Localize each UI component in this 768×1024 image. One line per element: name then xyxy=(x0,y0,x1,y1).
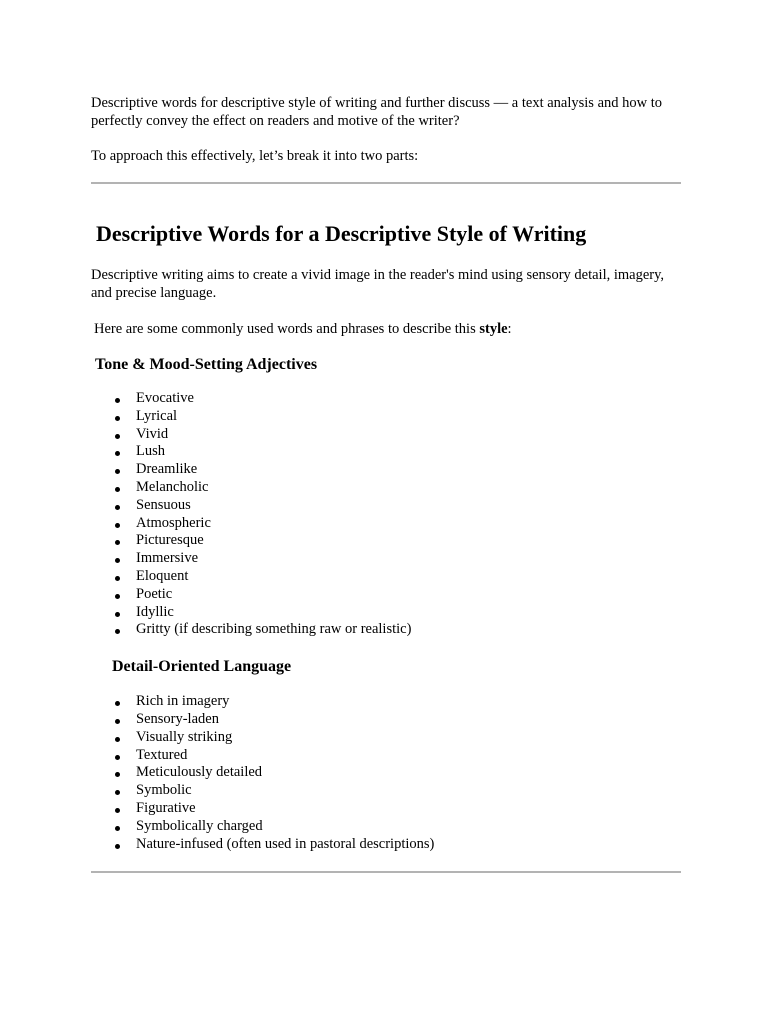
tone-list xyxy=(91,390,681,639)
list-item: Nature-infused (often used in pastoral descriptions) xyxy=(91,836,681,854)
list-item: Dreamlike xyxy=(91,461,681,479)
list-item: Symbolic xyxy=(91,782,681,800)
divider-top xyxy=(91,182,681,184)
detail-heading: Detail-Oriented Language xyxy=(112,658,292,676)
list-item: Sensuous xyxy=(91,497,681,515)
list-item: Visually striking xyxy=(91,729,681,747)
list-item: Sensory-laden xyxy=(91,711,681,729)
document-page xyxy=(91,94,681,873)
lead-colon: : xyxy=(507,321,512,337)
tone-heading: Tone & Mood-Setting Adjectives xyxy=(95,356,318,373)
list-item: Lush xyxy=(91,443,681,461)
list-item: Symbolically charged xyxy=(91,818,681,836)
list-item: Evocative xyxy=(91,390,681,408)
list-item: Textured xyxy=(91,747,681,765)
list-item: Idyllic xyxy=(91,604,681,622)
list-item: Immersive xyxy=(91,550,681,568)
detail-list xyxy=(91,693,681,853)
lead-paragraph xyxy=(94,320,681,338)
list-item: Gritty (if describing something raw or realistic) xyxy=(91,621,681,639)
list-item: Eloquent xyxy=(91,568,681,586)
list-item: Poetic xyxy=(91,586,681,604)
lead-bold-word: style xyxy=(479,321,508,337)
intro-paragraph: Descriptive words for descriptive style of writing and further discuss — a text analysis and how to perfectly convey the effect on readers and motive of the writer? xyxy=(91,95,663,129)
list-item: Melancholic xyxy=(91,479,681,497)
section-description: Descriptive writing aims to create a vivid image in the reader's mind using sensory detail, imagery, and precise language. xyxy=(91,267,665,301)
list-item: Atmospheric xyxy=(91,515,681,533)
lead-text: Here are some commonly used words and phrases to describe this xyxy=(94,321,480,337)
approach-paragraph: To approach this effectively, let’s break it into two parts: xyxy=(91,148,419,164)
list-item: Figurative xyxy=(91,800,681,818)
list-item: Picturesque xyxy=(91,532,681,550)
section-title: Descriptive Words for a Descriptive Style of Writing xyxy=(96,221,587,246)
list-item: Vivid xyxy=(91,426,681,444)
list-item: Meticulously detailed xyxy=(91,764,681,782)
list-item: Rich in imagery xyxy=(91,693,681,711)
list-item: Lyrical xyxy=(91,408,681,426)
divider-bottom xyxy=(91,871,681,873)
